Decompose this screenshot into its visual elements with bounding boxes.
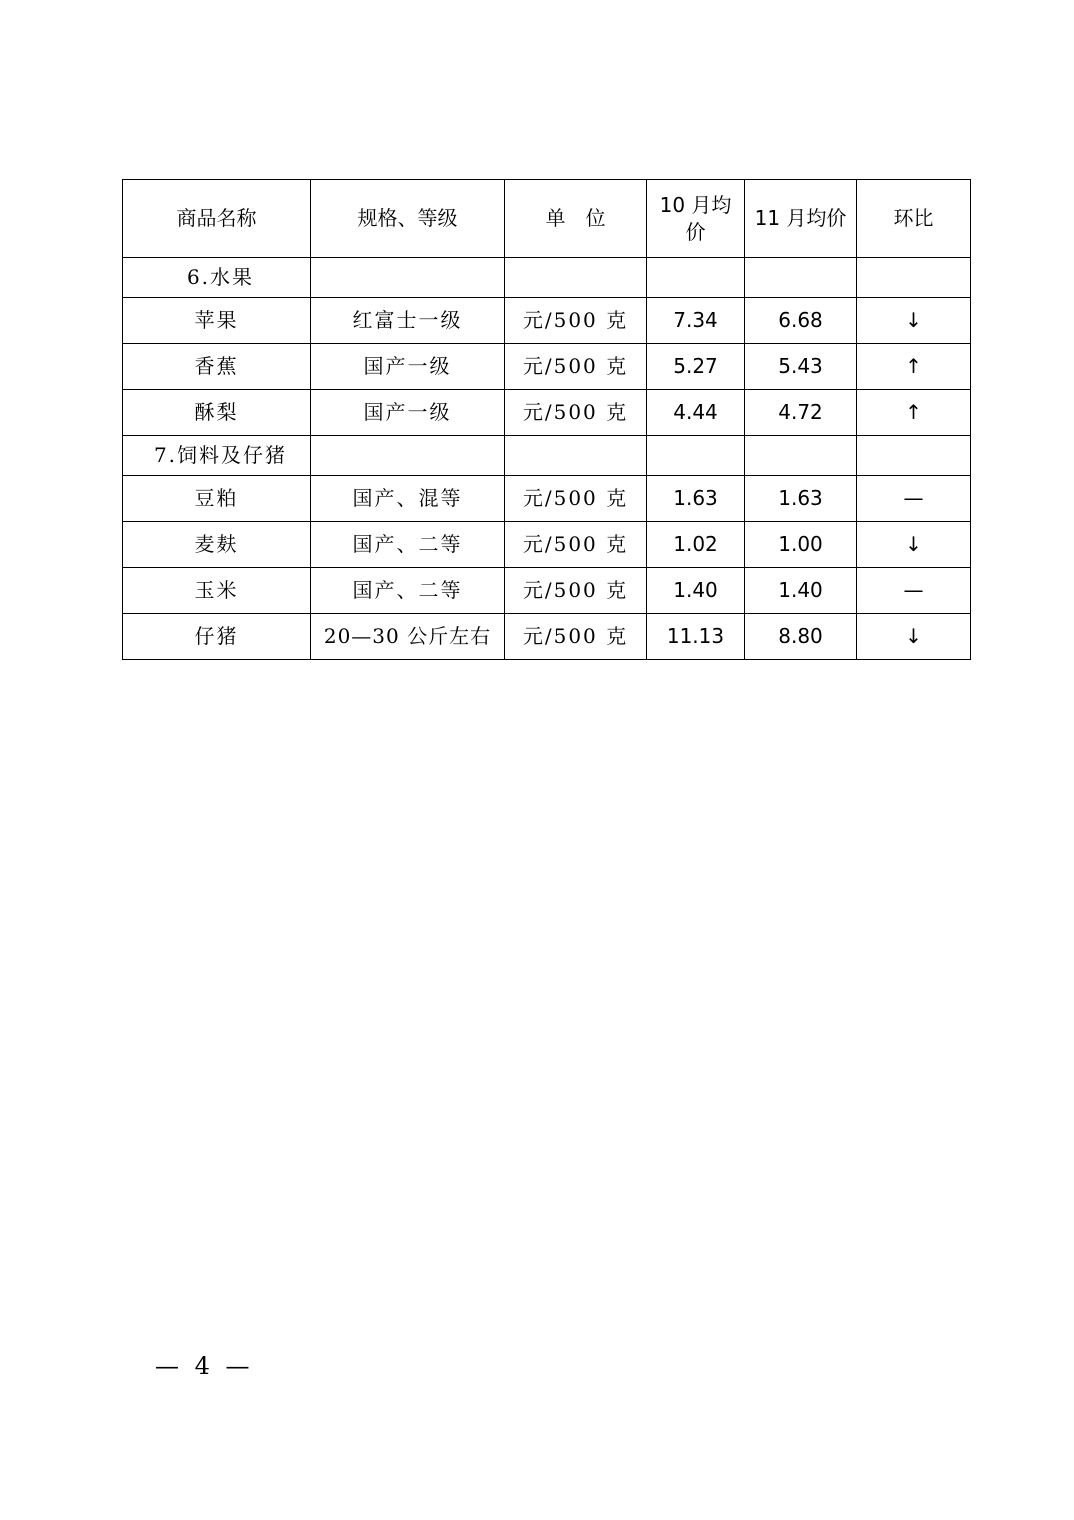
cell-unit: 元/500 克 (505, 476, 647, 522)
cell-name: 香蕉 (123, 344, 311, 390)
cell-change: ↓ (857, 522, 971, 568)
header-spec: 规格、等级 (311, 180, 505, 258)
cell-oct: 1.40 (647, 568, 745, 614)
cell-name: 玉米 (123, 568, 311, 614)
cell-change: ↑ (857, 390, 971, 436)
cell-name: 酥梨 (123, 390, 311, 436)
empty-cell (311, 258, 505, 298)
category-label: 6.水果 (186, 265, 255, 289)
cell-unit: 元/500 克 (505, 390, 647, 436)
empty-cell (505, 436, 647, 476)
cell-nov: 1.40 (745, 568, 857, 614)
header-nov-avg: 11 月均价 (745, 180, 857, 258)
cell-spec: 国产、二等 (311, 522, 505, 568)
category-label: 7.饲料及仔猪 (153, 443, 288, 467)
empty-cell (311, 436, 505, 476)
cell-change: — (857, 568, 971, 614)
cell-unit: 元/500 克 (505, 522, 647, 568)
cell-nov: 1.63 (745, 476, 857, 522)
cell-spec: 国产一级 (311, 390, 505, 436)
cell-oct: 5.27 (647, 344, 745, 390)
table-header-row (123, 180, 971, 258)
header-name: 商品名称 (123, 180, 311, 258)
cell-oct: 7.34 (647, 298, 745, 344)
cell-change: ↓ (857, 298, 971, 344)
cell-oct: 1.63 (647, 476, 745, 522)
cell-oct: 4.44 (647, 390, 745, 436)
cell-spec: 20—30 公斤左右 (311, 614, 505, 660)
category-row (123, 436, 971, 476)
table-row (123, 390, 971, 436)
cell-name: 仔猪 (123, 614, 311, 660)
category-label-cell (123, 258, 311, 298)
cell-unit: 元/500 克 (505, 298, 647, 344)
cell-spec: 国产一级 (311, 344, 505, 390)
category-row (123, 258, 971, 298)
cell-name: 麦麸 (123, 522, 311, 568)
cell-nov: 6.68 (745, 298, 857, 344)
cell-spec: 国产、混等 (311, 476, 505, 522)
cell-nov: 1.00 (745, 522, 857, 568)
empty-cell (647, 436, 745, 476)
empty-cell (857, 258, 971, 298)
cell-nov: 4.72 (745, 390, 857, 436)
cell-unit: 元/500 克 (505, 344, 647, 390)
cell-nov: 8.80 (745, 614, 857, 660)
empty-cell (745, 258, 857, 298)
page-number: — 4 — (155, 1352, 254, 1380)
empty-cell (505, 258, 647, 298)
header-oct-avg: 10 月均价 (647, 180, 745, 258)
price-table (122, 179, 971, 660)
cell-name: 苹果 (123, 298, 311, 344)
header-change: 环比 (857, 180, 971, 258)
cell-spec: 红富士一级 (311, 298, 505, 344)
category-label-cell (123, 436, 311, 476)
cell-change: ↑ (857, 344, 971, 390)
table-row (123, 522, 971, 568)
cell-unit: 元/500 克 (505, 568, 647, 614)
cell-name: 豆粕 (123, 476, 311, 522)
empty-cell (745, 436, 857, 476)
empty-cell (647, 258, 745, 298)
cell-change: ↓ (857, 614, 971, 660)
cell-nov: 5.43 (745, 344, 857, 390)
table-row (123, 476, 971, 522)
cell-oct: 1.02 (647, 522, 745, 568)
empty-cell (857, 436, 971, 476)
table-row (123, 614, 971, 660)
table-row (123, 568, 971, 614)
cell-oct: 11.13 (647, 614, 745, 660)
table-row (123, 344, 971, 390)
header-unit: 单 位 (505, 180, 647, 258)
cell-unit: 元/500 克 (505, 614, 647, 660)
cell-spec: 国产、二等 (311, 568, 505, 614)
table-row (123, 298, 971, 344)
cell-change: — (857, 476, 971, 522)
